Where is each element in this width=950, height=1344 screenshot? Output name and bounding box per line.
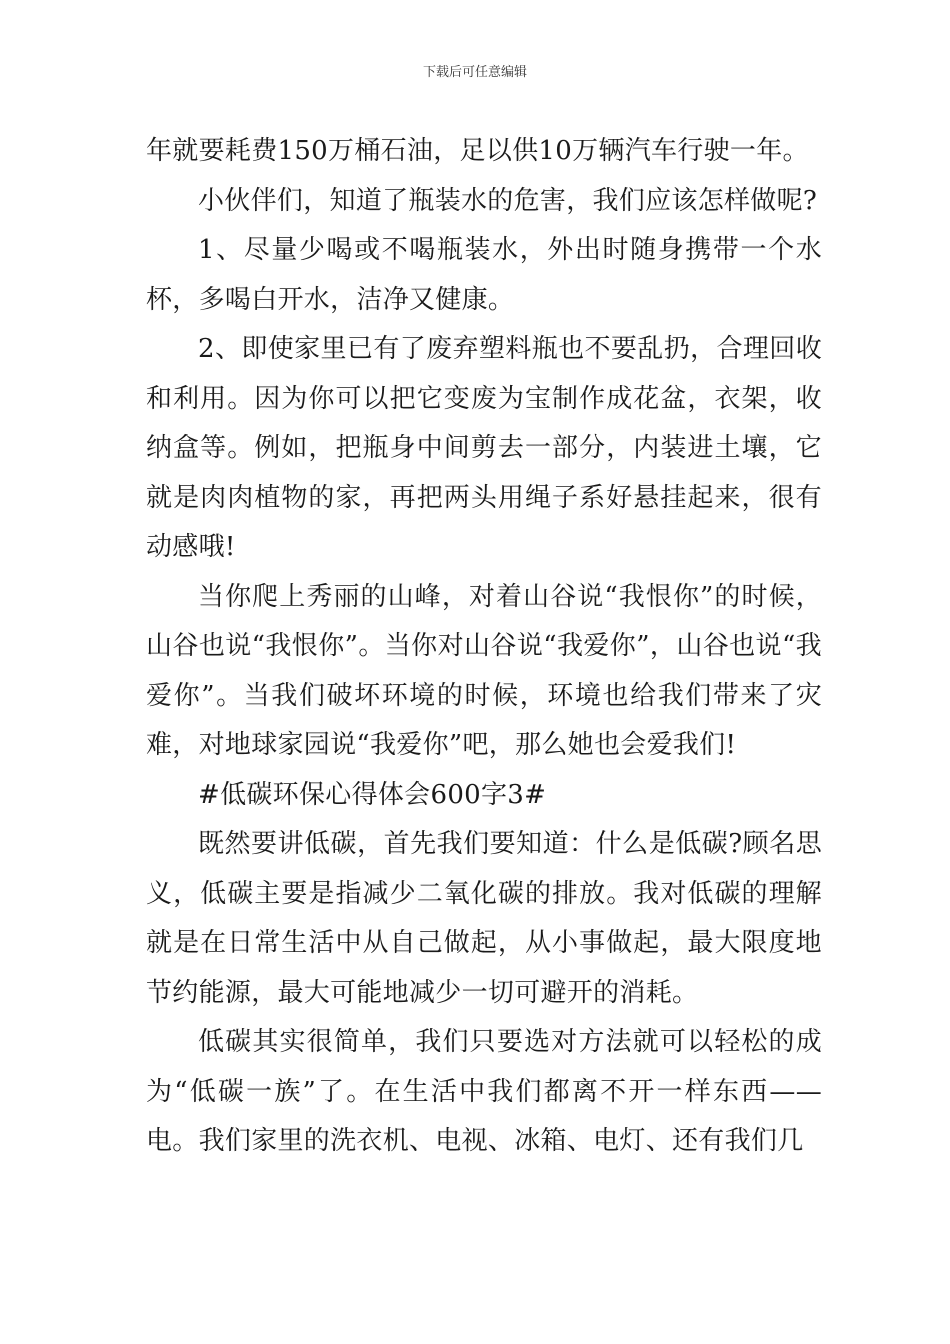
paragraph-2: 小伙伴们，知道了瓶装水的危害，我们应该怎样做呢? [198, 185, 818, 216]
page-header: 下载后可任意编辑 [422, 65, 527, 80]
paragraph-1: 年就要耗费150万桶石油，足以供10万辆汽车行驶一年。 [146, 136, 809, 166]
paragraph-5: 当你爬上秀丽的山峰，对着山谷说“我恨你”的时候，山谷也说“我恨你”。当你对山谷说“我爱你”，山谷也说“我爱你”。当我们破坏环境的时候，环境也给我们带来了灾难，对地球家园说“我爱你”吧，那么她也会爱我们! [146, 581, 822, 760]
document-body [146, 127, 822, 1167]
paragraph-6: 既然要讲低碳，首先我们要知道：什么是低碳?顾名思义，低碳主要是指减少二氧化碳的排放。我对低碳的理解就是在日常生活中从自己做起，从小事做起，最大限度地节约能源，最大可能地减少一切可避开的消耗。 [146, 829, 822, 1008]
paragraph-4: 2、即使家里已有了废弃塑料瓶也不要乱扔，合理回收和利用。因为你可以把它变废为宝制作成花盆，衣架，收纳盒等。例如，把瓶身中间剪去一部分，内装进土壤，它就是肉肉植物的家，再把两头用绳子系好悬挂起来，很有动感哦! [146, 334, 822, 562]
paragraph-3: 1、尽量少喝或不喝瓶装水，外出时随身携带一个水杯，多喝白开水，洁净又健康。 [146, 235, 822, 315]
section-heading: #低碳环保心得体会600字3# [198, 779, 547, 810]
paragraph-7: 低碳其实很简单，我们只要选对方法就可以轻松的成为“低碳一族”了。在生活中我们都离不开一样东西——电。我们家里的洗衣机、电视、冰箱、电灯、还有我们几 [146, 1027, 822, 1156]
